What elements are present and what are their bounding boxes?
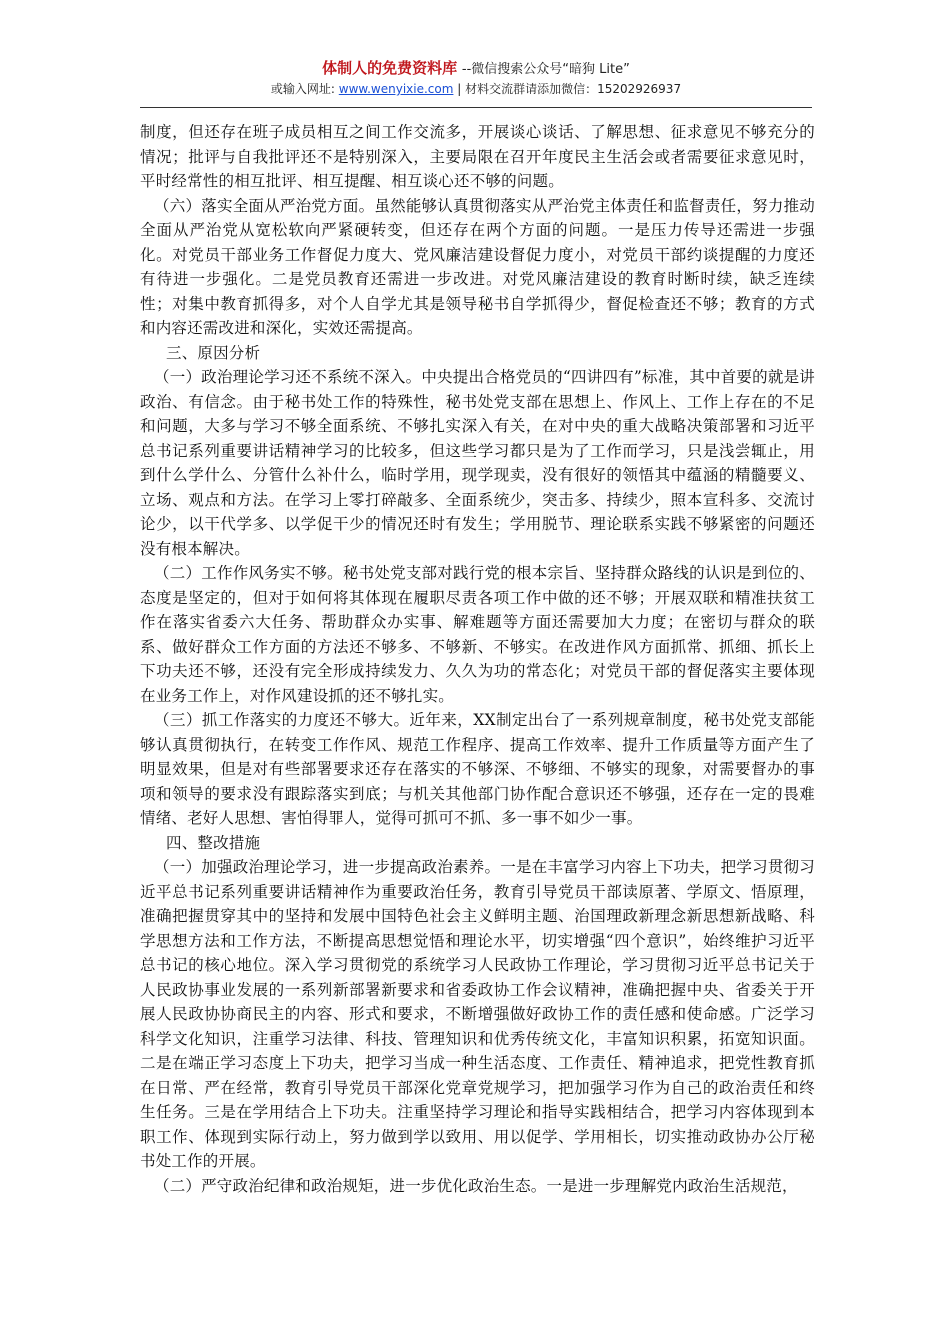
section-heading-cause-analysis: 三、原因分析 (166, 343, 261, 362)
site-prefix: 或输入网址: (270, 82, 339, 96)
header-tagline: --微信搜索公众号“暗狗 Lite” (461, 62, 630, 77)
page-header (140, 58, 812, 98)
document-body (140, 120, 815, 1198)
header-divider (140, 107, 812, 108)
contact-info: | 材料交流群请添加微信：15202926937 (453, 82, 682, 96)
site-link[interactable]: www.wenyixie.com (338, 82, 454, 96)
paragraph-measure-two: （二）严守政治纪律和政治规矩，进一步优化政治生态。一是进一步理解党内政治生活规范， (154, 1176, 798, 1195)
paragraph-continued: 制度，但还存在班子成员相互之间工作交流多，开展谈心谈话、了解思想、征求意见不够充分的情况；批评与自我批评还不是特别深入，主要局限在召开年度民主生活会或者需要征求意见时，平时经常性的相互批评、相互提醒、相互谈心还不够的问题。 (140, 123, 815, 190)
paragraph-cause-two: （二）工作作风务实不够。秘书处党支部对践行党的根本宗旨、坚持群众路线的认识是到位的、态度是坚定的，但对于如何将其体现在履职尽责各项工作中做的还不够；开展双联和精准扶贫工作在落实省委六大任务、帮助群众办实事、解难题等方面还需要加大力度；在密切与群众的联系、做好群众工作方面的方法还不够多、不够新、不够实。在改进作风方面抓常、抓细、抓长上下功夫还不够，还没有完全形成持续发力、久久为功的常态化；对党员干部的督促落实主要体现在业务工作上，对作风建设抓的还不够扎实。 (140, 564, 815, 705)
paragraph-measure-one: （一）加强政治理论学习，进一步提高政治素养。一是在丰富学习内容上下功夫，把学习贯彻习近平总书记系列重要讲话精神作为重要政治任务，教育引导党员干部读原著、学原文、悟原理，准确把握贯穿其中的坚持和发展中国特色社会主义鲜明主题、治国理政新理念新思想新战略、科学思想方法和工作方法，不断提高思想觉悟和理论水平，切实增强“四个意识”，始终维护习近平总书记的核心地位。深入学习贯彻党的系统学习人民政协工作理论，学习贯彻习近平总书记关于人民政协事业发展的一系列新部署新要求和省委政协工作会议精神，准确把握中央、省委关于开展人民政协协商民主的内容、形式和要求，不断增强做好政协工作的责任感和使命感。广泛学习科学文化知识，注重学习法律、科技、管理知识和优秀传统文化，丰富知识积累，拓宽知识面。二是在端正学习态度上下功夫，把学习当成一种生活态度、工作责任、精神追求，把党性教育抓在日常、严在经常，教育引导党员干部深化党章党规学习，把加强学习作为自己的政治责任和终生任务。三是在学用结合上下功夫。注重坚持学习理论和指导实践相结合，把学习内容体现到本职工作、体现到实际行动上，努力做到学以致用、用以促学、学用相长，切实推动政协办公厅秘书处工作的开展。 (140, 858, 815, 1170)
header-brand: 体制人的免费资料库 (322, 59, 458, 77)
paragraph-cause-one: （一）政治理论学习还不系统不深入。中央提出合格党员的“四讲四有”标准，其中首要的就是讲政治、有信念。由于秘书处工作的特殊性，秘书处党支部在思想上、作风上、工作上存在的不足和问题，大多与学习不够全面系统、不够扎实深入有关，在对中央的重大战略决策部署和习近平总书记系列重要讲话精神学习的比较多，但这些学习都只是为了工作而学习，只是浅尝辄止，用到什么学什么、分管什么补什么，临时学用，现学现卖，没有很好的领悟其中蕴涵的精髓要义、立场、观点和方法。在学习上零打碎敲多、全面系统少，突击多、持续少，照本宣科多、交流讨论少，以干代学多、以学促干少的情况还时有发生；学用脱节、理论联系实践不够紧密的问题还没有根本解决。 (140, 368, 815, 558)
header-contact-line (140, 80, 812, 98)
header-title-line (140, 58, 812, 80)
paragraph-section-six: （六）落实全面从严治党方面。虽然能够认真贯彻落实从严治党主体责任和监督责任，努力推动全面从严治党从宽松软向严紧硬转变，但还存在两个方面的问题。一是压力传导还需进一步强化。对党员干部业务工作督促力度大、党风廉洁建设督促力度小，对党员干部约谈提醒的力度还有待进一步强化。二是党员教育还需进一步改进。对党风廉洁建设的教育时断时续，缺乏连续性；对集中教育抓得多，对个人自学尤其是领导秘书自学抓得少，督促检查还不够；教育的方式和内容还需改进和深化，实效还需提高。 (140, 196, 815, 337)
section-heading-rectification: 四、整改措施 (166, 833, 261, 852)
paragraph-cause-three: （三）抓工作落实的力度还不够大。近年来，XX制定出台了一系列规章制度，秘书处党支部能够认真贯彻执行，在转变工作作风、规范工作程序、提高工作效率、提升工作质量等方面产生了明显效果，但是对有些部署要求还存在落实的不够深、不够细、不够实的现象，对需要督办的事项和领导的要求没有跟踪落实到底；与机关其他部门协作配合意识还不够强，还存在一定的畏难情绪、老好人思想、害怕得罪人，觉得可抓可不抓、多一事不如少一事。 (140, 711, 815, 827)
